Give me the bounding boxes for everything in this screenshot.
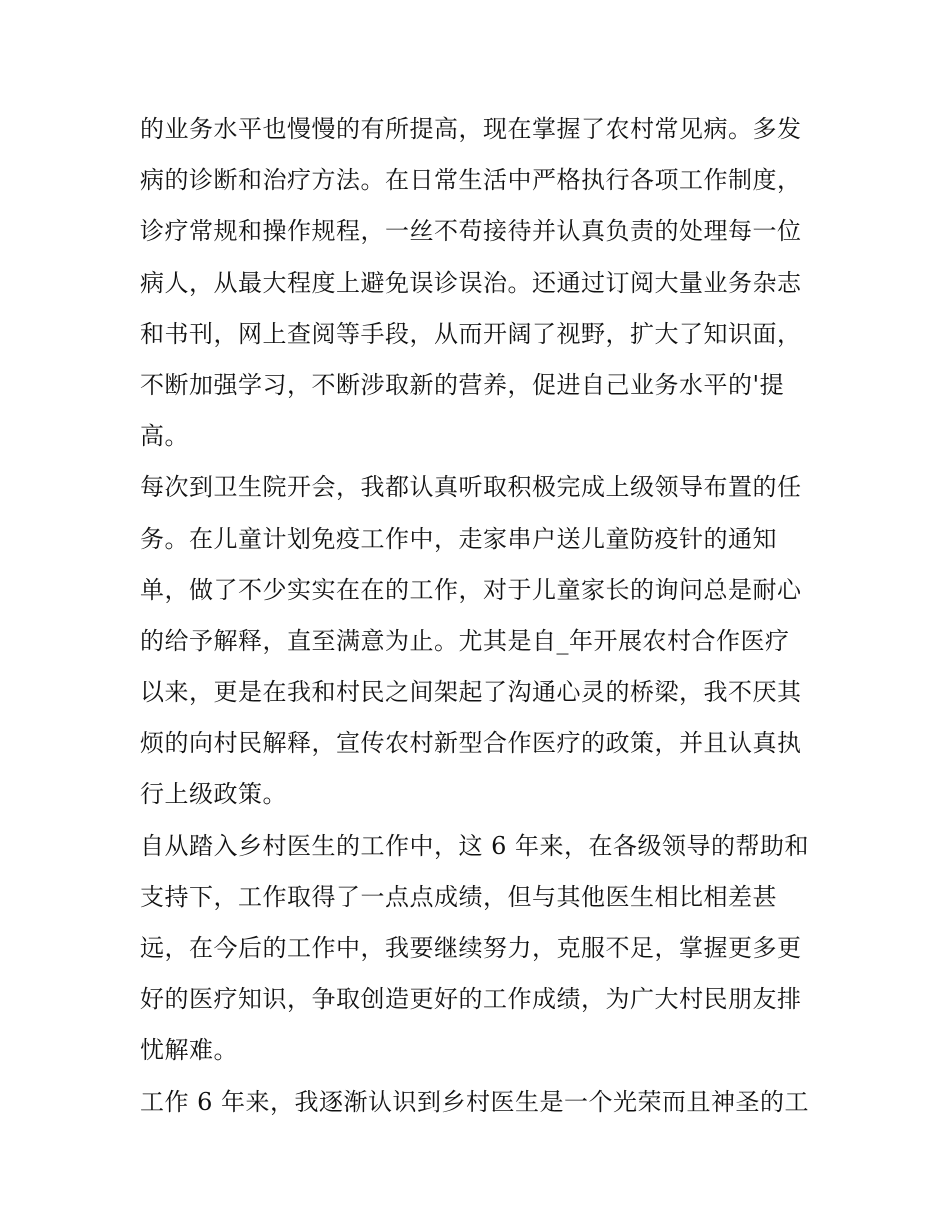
text-line: 烦的向村民解释，宣传农村新型合作医疗的政策，并且认真执: [140, 729, 802, 758]
text-line: 自从踏入乡村医生的工作中，这 6 年来，在各级领导的帮助和: [140, 831, 810, 860]
text-line: 的业务水平也慢慢的有所提高，现在掌握了农村常见病。多发: [140, 115, 802, 143]
text-line: 病的诊断和治疗方法。在日常生活中严格执行各项工作制度，: [140, 166, 802, 195]
text-line: 病人，从最大程度上避免误诊误治。还通过订阅大量业务杂志: [140, 268, 802, 297]
text-line: 支持下，工作取得了一点点成绩，但与其他医生相比相差甚: [140, 882, 777, 911]
text-line: 不断加强学习，不断涉取新的营养，促进自己业务水平的'提: [140, 370, 785, 399]
text-line: 高。: [140, 422, 189, 451]
text-line: 好的医疗知识，争取创造更好的工作成绩，为广大村民朋友排: [140, 985, 802, 1014]
text-line: 务。在儿童计划免疫工作中，走家串户送儿童防疫针的通知: [140, 524, 777, 553]
text-line: 行上级政策。: [140, 780, 287, 809]
text-line: 以来，更是在我和村民之间架起了沟通心灵的桥梁，我不厌其: [140, 678, 802, 707]
text-line: 诊疗常规和操作规程，一丝不苟接待并认真负责的处理每一位: [140, 217, 802, 246]
text-line: 单，做了不少实实在在的工作，对于儿童家长的询问总是耐心: [140, 575, 802, 604]
text-line: 工作 6 年来，我逐渐认识到乡村医生是一个光荣而且神圣的工: [140, 1087, 810, 1116]
text-line: 和书刊，网上查阅等手段，从而开阔了视野，扩大了知识面，: [140, 319, 802, 348]
text-line: 远，在今后的工作中，我要继续努力，克服不足，掌握更多更: [140, 934, 802, 962]
text-line: 忧解难。: [140, 1036, 238, 1065]
document-body: [140, 104, 820, 1128]
text-line: 的给予解释，直至满意为止。尤其是自_年开展农村合作医疗: [140, 626, 790, 655]
text-line: 每次到卫生院开会，我都认真听取积极完成上级领导布置的任: [140, 473, 802, 502]
